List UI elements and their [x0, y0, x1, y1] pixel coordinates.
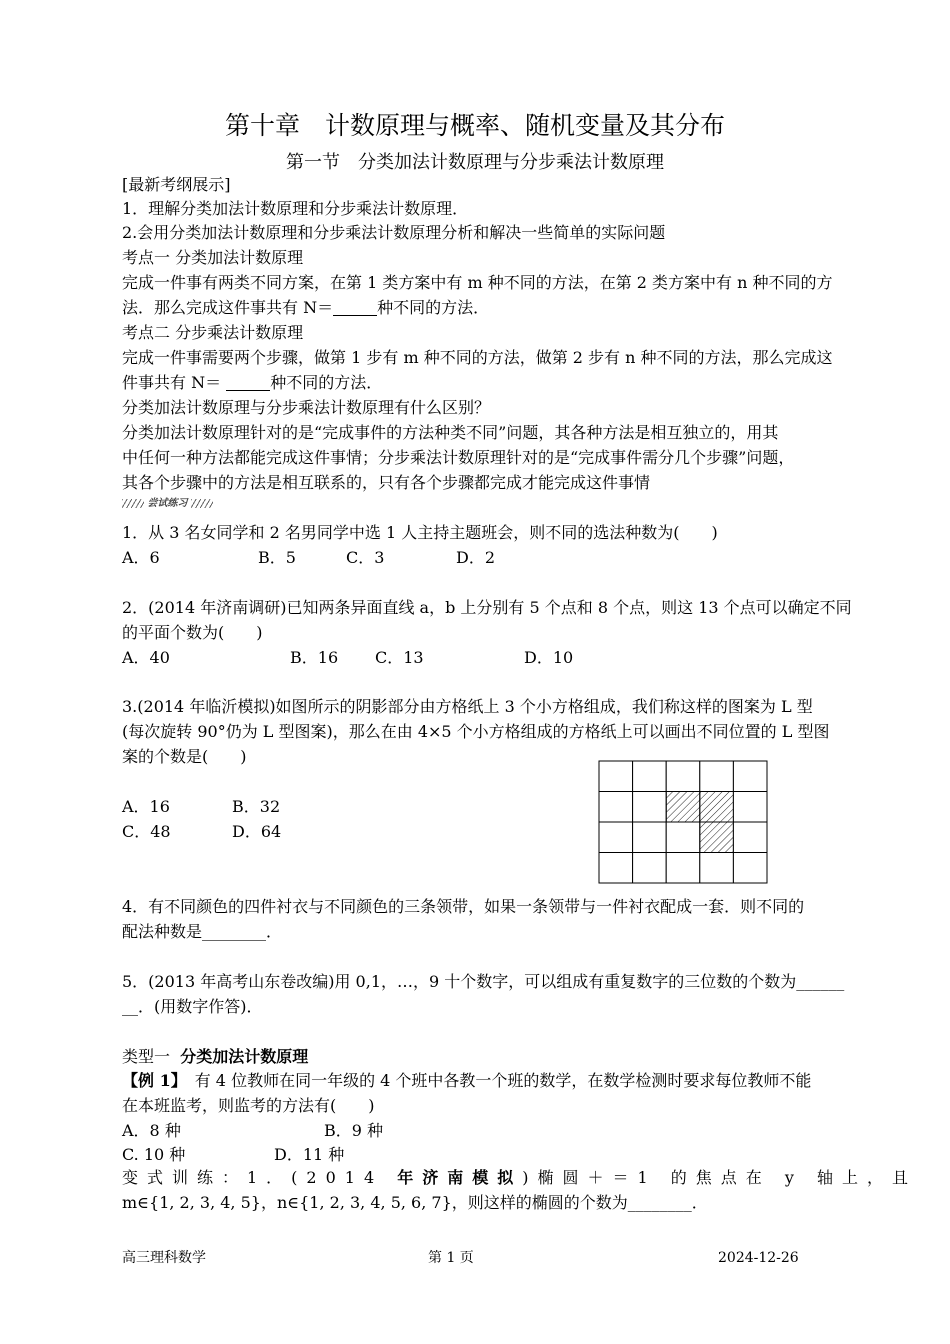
q1-option-a: A．6	[122, 548, 160, 567]
difference-question: 分类加法计数原理与分步乘法计数原理有什么区别？	[122, 398, 491, 417]
difference-line2: 中任何一种方法都能完成这件事情；分步乘法计数原理针对的是“完成事件需分几个步骤”问题，	[122, 448, 795, 467]
q1-stem: 1．从 3 名女同学和 2 名男同学中选 1 人主持主题班会，则不同的选法种数为( )	[122, 523, 718, 542]
point1-line2-after: 种不同的方法．	[377, 298, 490, 317]
q1-option-d: D．2	[456, 548, 496, 567]
type1-name: 分类加法计数原理	[180, 1047, 309, 1066]
point2-heading: 考点二 分步乘法计数原理	[122, 323, 304, 342]
grid-cell-shaded	[700, 792, 734, 823]
q1-option-b: B．5	[258, 548, 296, 567]
q4-line2: 配法种数是________．	[122, 922, 283, 941]
grid-cell	[633, 761, 667, 792]
grid-cell	[733, 822, 767, 853]
q5-line2: __．(用数字作答)．	[122, 997, 263, 1016]
variant-bold: 年济南模拟	[397, 1168, 523, 1187]
grid-cell	[633, 853, 667, 884]
example1-tag: 【例 1】	[122, 1071, 179, 1090]
grid-cell	[599, 853, 633, 884]
answer-blank	[333, 299, 377, 316]
footer-page-number: 第 1 页	[428, 1250, 474, 1266]
grid-cell	[700, 853, 734, 884]
grid-cell	[599, 822, 633, 853]
example1-line2: 在本班监考，则监考的方法有( )	[122, 1096, 375, 1115]
q3-option-c: C．48	[122, 822, 171, 841]
q3-line3: 案的个数是( )	[122, 747, 247, 766]
variant-prefix: 变式训练：1．(2014	[122, 1168, 398, 1187]
q5-line1: 5．(2013 年高考山东卷改编)用 0,1，…，9 十个数字，可以组成有重复数字的三位数的个数为______	[122, 972, 845, 991]
point1-line2-before: 法．那么完成这件事共有 N＝	[122, 298, 334, 317]
grid-cell	[666, 853, 700, 884]
syllabus-item-1: 1．理解分类加法计数原理和分步乘法计数原理．	[122, 199, 469, 218]
syllabus-item-2: 2.会用分类加法计数原理和分步乘法计数原理分析和解决一些简单的实际问题	[122, 223, 666, 242]
difference-line3: 其各个步骤中的方法是相互联系的，只有各个步骤都完成才能完成这件事情	[122, 473, 651, 492]
variant-line2: m∈{1, 2, 3, 4, 5}，n∈{1, 2, 3, 4, 5, 6, 7}，则这样的椭圆的个数为________．	[122, 1193, 708, 1212]
example1-option-d: D．11 种	[274, 1145, 345, 1164]
point2-line2	[122, 372, 382, 394]
q2-option-c: C．13	[375, 648, 424, 667]
l-shape-grid-figure	[598, 760, 770, 884]
point2-line2-after: 种不同的方法．	[270, 373, 383, 392]
grid-cell-shaded	[666, 792, 700, 823]
chapter-title: 第十章 计数原理与概率、随机变量及其分布	[224, 111, 725, 140]
grid-cell	[633, 822, 667, 853]
q3-line2: (每次旋转 90°仍为 L 型图案)，那么在由 4×5 个小方格组成的方格纸上可以画出不同位置的 L 型图	[122, 722, 830, 741]
section-title: 第一节 分类加法计数原理与分步乘法计数原理	[286, 152, 664, 173]
variant-line1	[122, 1167, 917, 1189]
grid-cell	[666, 761, 700, 792]
grid-cell	[733, 853, 767, 884]
point2-line1: 完成一件事需要两个步骤，做第 1 步有 m 种不同的方法，做第 2 步有 n 种不同的方法，那么完成这	[122, 348, 833, 367]
q4-line1: 4．有不同颜色的四件衬衣与不同颜色的三条领带，如果一条领带与一件衬衣配成一套．则不同的	[122, 897, 805, 916]
banner-hatch-left	[122, 499, 144, 508]
q3-option-d: D．64	[232, 822, 282, 841]
practice-banner-label: 尝试练习	[147, 498, 188, 509]
banner-hatch-right	[191, 499, 213, 508]
grid-cell	[599, 761, 633, 792]
point2-line2-before: 件事共有 N＝	[122, 373, 227, 392]
q2-option-d: D．10	[524, 648, 574, 667]
type1-label: 类型一	[122, 1047, 171, 1066]
footer-date: 2024-12-26	[718, 1250, 799, 1266]
grid-cell	[733, 761, 767, 792]
q1-option-c: C．3	[346, 548, 385, 567]
q2-line1: 2．(2014 年济南调研)已知两条异面直线 a，b 上分别有 5 个点和 8 个点，则这 13 个点可以确定不同	[122, 598, 852, 617]
grid-cell	[700, 761, 734, 792]
q3-option-a: A．16	[122, 797, 170, 816]
point1-heading: 考点一 分类加法计数原理	[122, 248, 304, 267]
q2-line2: 的平面个数为( )	[122, 623, 263, 642]
q3-line1: 3.(2014 年临沂模拟)如图所示的阴影部分由方格纸上 3 个小方格组成，我们称这样的图案为 L 型	[122, 697, 813, 716]
example1-line1	[122, 1070, 811, 1092]
syllabus-heading: [最新考纲展示]	[122, 175, 231, 194]
example1-text: 有 4 位教师在同一年级的 4 个班中各教一个班的数学，在数学检测时要求每位教师不能	[178, 1071, 812, 1090]
grid-cell	[633, 792, 667, 823]
footer-left: 高三理科数学	[122, 1250, 206, 1266]
q3-option-b: B．32	[232, 797, 281, 816]
q2-option-b: B．16	[290, 648, 339, 667]
example1-option-a: A．8 种	[122, 1121, 181, 1140]
answer-blank	[226, 374, 270, 391]
variant-suffix: )椭圆＋＝1 的焦点在 y 轴上，且	[522, 1168, 917, 1187]
q2-option-a: A．40	[122, 648, 170, 667]
grid-cell	[733, 792, 767, 823]
point1-line2	[122, 297, 489, 319]
type1-heading	[122, 1046, 308, 1068]
example1-option-b: B．9 种	[324, 1121, 384, 1140]
example1-option-c: C. 10 种	[122, 1145, 186, 1164]
grid-cell-shaded	[700, 822, 734, 853]
grid-cell	[599, 792, 633, 823]
practice-banner	[122, 497, 224, 511]
difference-line1: 分类加法计数原理针对的是“完成事件的方法种类不同”问题，其各种方法是相互独立的，用其	[122, 423, 779, 442]
point1-line1: 完成一件事有两类不同方案，在第 1 类方案中有 m 种不同的方法，在第 2 类方案中有 n 种不同的方	[122, 273, 833, 292]
grid-cell	[666, 822, 700, 853]
